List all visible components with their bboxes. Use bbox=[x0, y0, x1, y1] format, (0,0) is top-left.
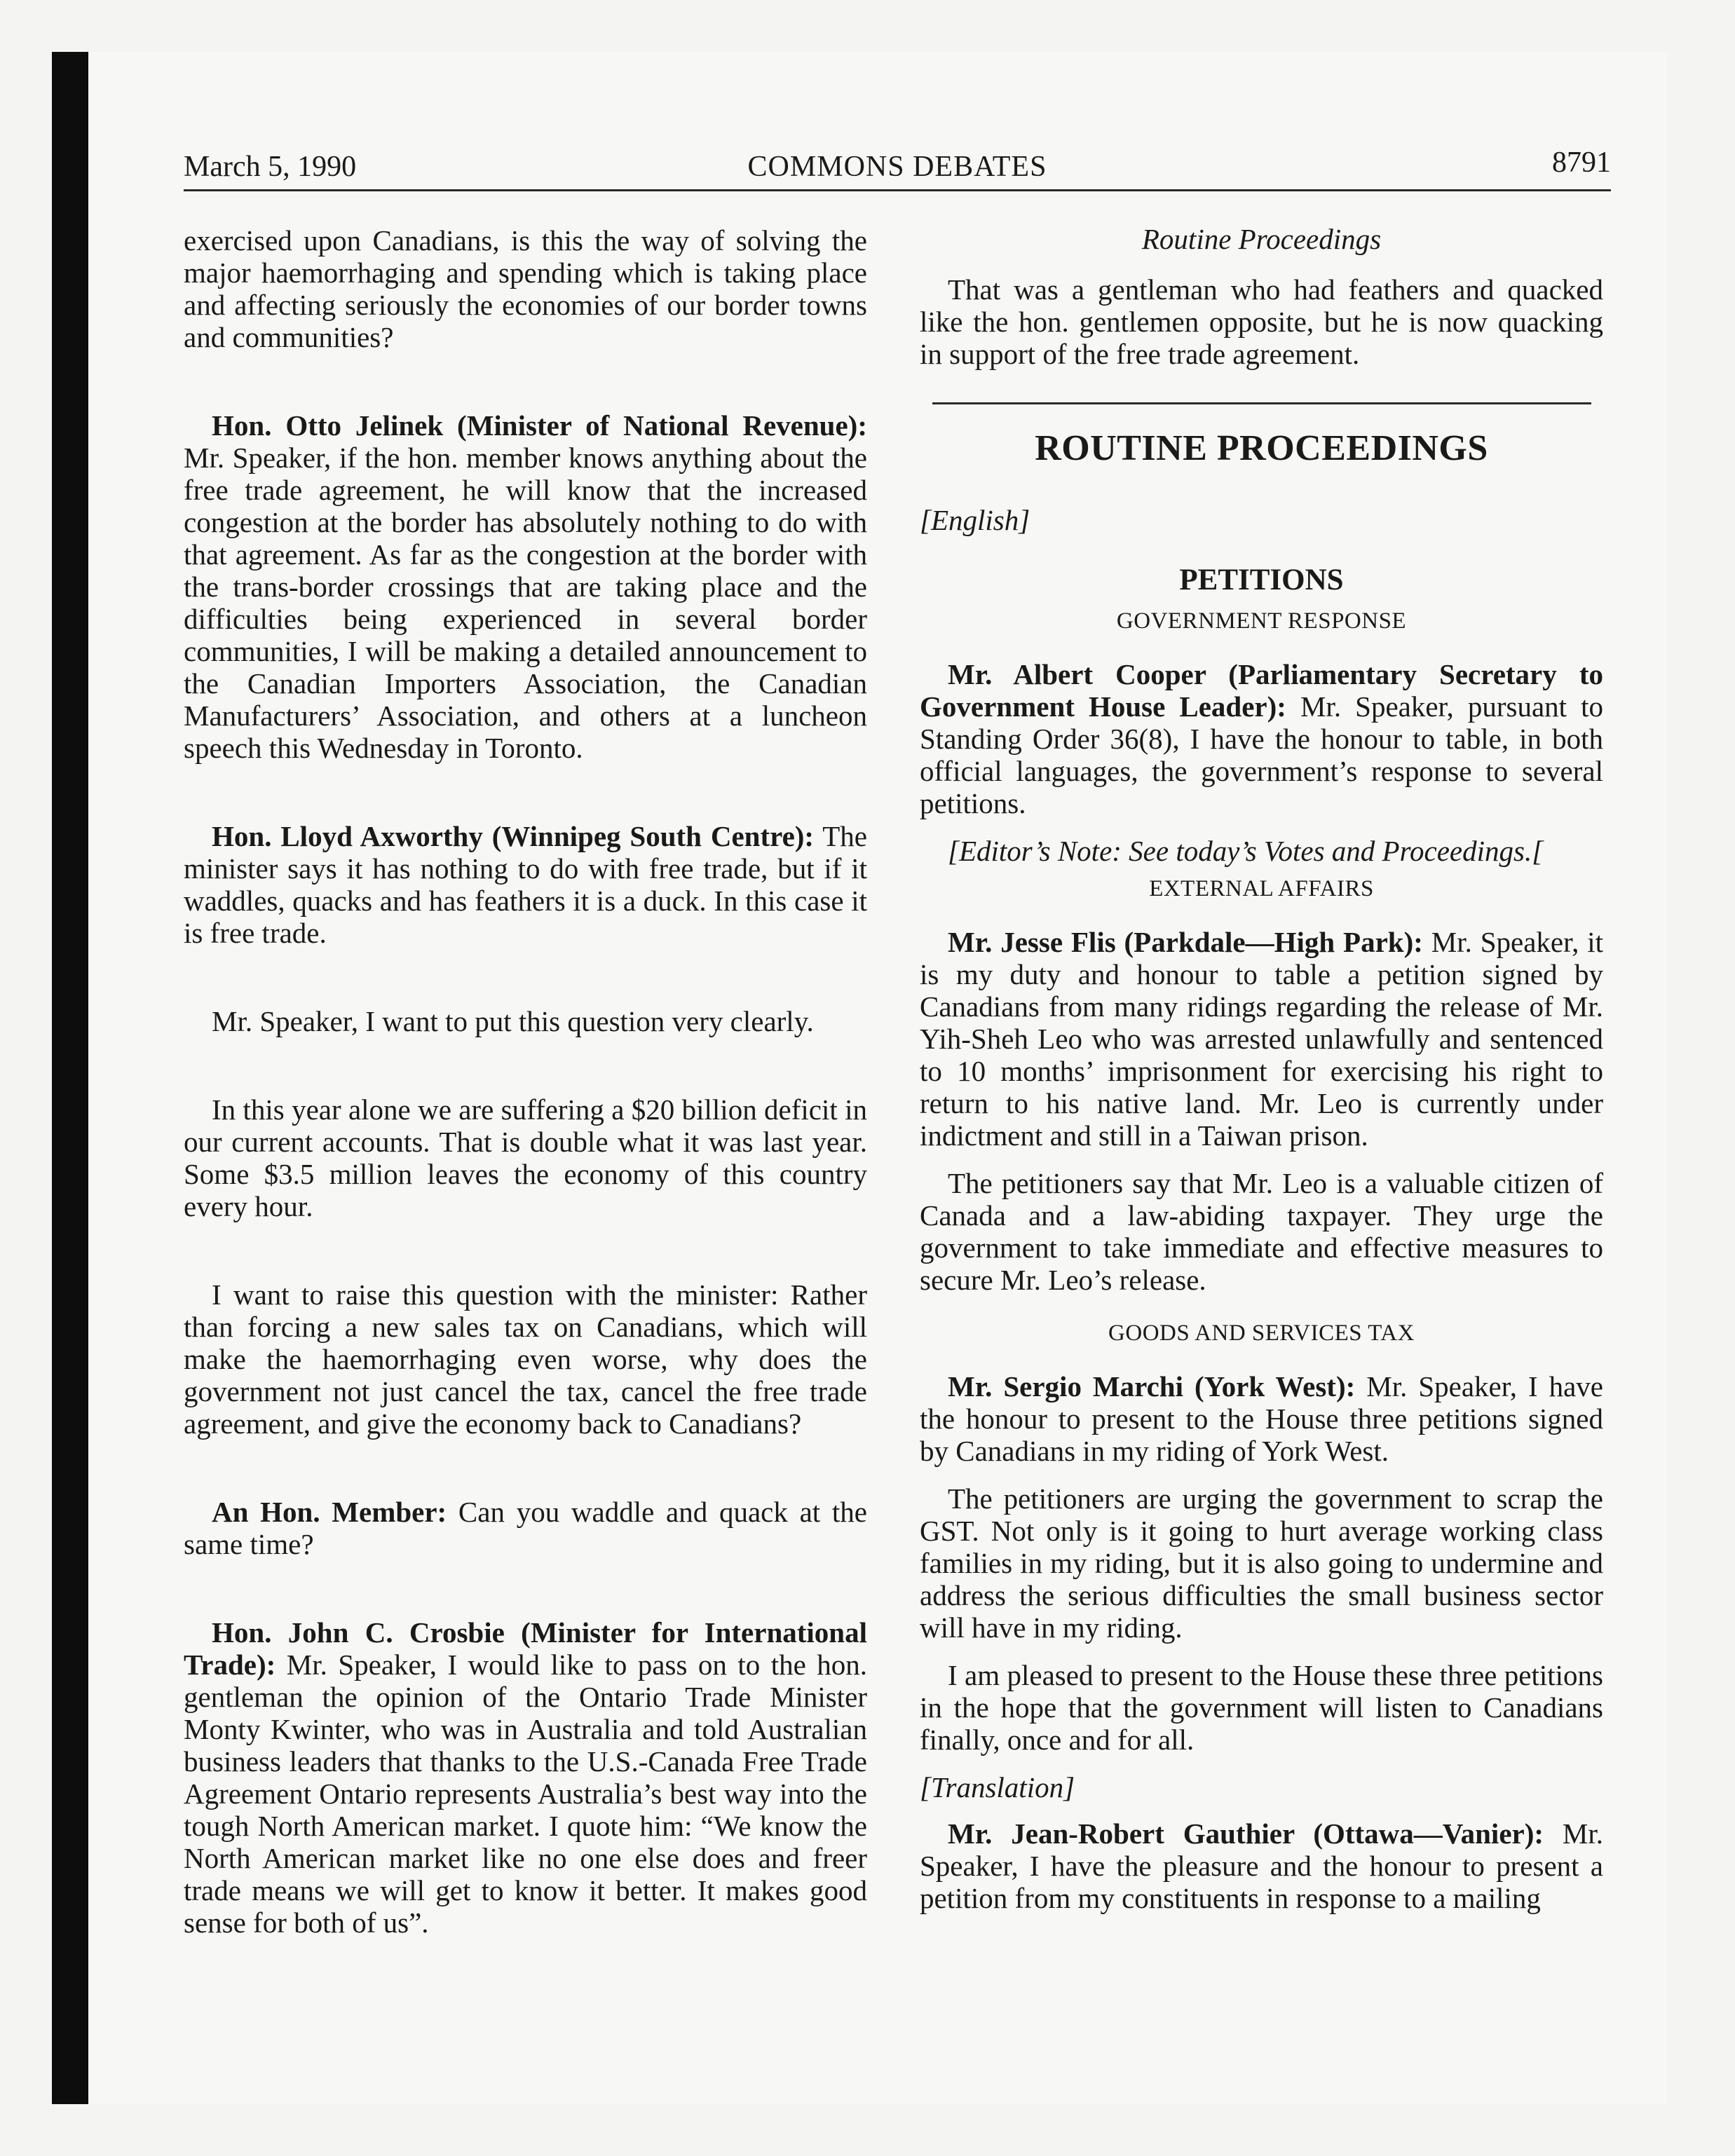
paragraph: The petitioners say that Mr. Leo is a valuable citizen of Canada and a law-abiding taxpayer. They urge the government to take immediate and effective measures to secure Mr. Leo’s release. bbox=[920, 1167, 1603, 1296]
paragraph: That was a gentleman who had feathers and quacked like the hon. gentlemen opposite, but he is now quacking in support of the free trade agreement. bbox=[920, 273, 1603, 370]
paragraph: In this year alone we are suffering a $20 billion deficit in our current accounts. That is double what it was last year. Some $3.5 million leaves the economy of this country every hour. bbox=[184, 1093, 867, 1222]
subsection-title: PETITIONS bbox=[1179, 564, 1344, 596]
speech-crosbie bbox=[184, 1616, 867, 1939]
speaker-name: Mr. Albert Cooper (Parliamentary Secretary to Government House Leader): bbox=[920, 658, 1603, 723]
speaker-name: Mr. Jesse Flis (Parkdale—High Park): bbox=[948, 926, 1423, 958]
left-column bbox=[184, 224, 867, 1939]
speech-text: Mr. Speaker, I have the pleasure and the honour to present a petition from my constituents in response to a mailing bbox=[920, 1817, 1603, 1914]
speech-flis bbox=[920, 926, 1603, 1152]
speech-text: Mr. Speaker, I would like to pass on to the hon. gentleman the opinion of the Ontario Trade Minister Monty Kwinter, who was in Australia and told Australian business leaders that thanks to the U.S.-Canada Free Trade Agreement Ontario represents Australia’s best way into the tough North American market. I quote him: “We know the North American market like no one else does and freer trade means we will get to know it better. It makes good sense for both of us”. bbox=[184, 1649, 867, 1939]
paragraph: The petitioners are urging the government to scrap the GST. Not only is it going to hurt average working class families in my riding, but it is also going to undermine and address the serious difficulties the small business sector will have in my riding. bbox=[920, 1482, 1603, 1644]
speaker-name: Mr. Sergio Marchi (York West): bbox=[948, 1370, 1356, 1403]
speech-gauthier bbox=[920, 1817, 1603, 1914]
speech-marchi bbox=[920, 1370, 1603, 1467]
paragraph: I am pleased to present to the House these three petitions in the hope that the government will listen to Canadians finally, once and for all. bbox=[920, 1659, 1603, 1756]
speaker-name: Hon. John C. Crosbie (Minister for International Trade): bbox=[184, 1616, 867, 1681]
paragraph: I want to raise this question with the minister: Rather than forcing a new sales tax on Canadians, which will make the haemorrhaging even worse, why does the government not just cancel the tax, cancel the free trade agreement, and give the economy back to Canadians? bbox=[184, 1278, 867, 1440]
speech-cooper bbox=[920, 658, 1603, 819]
speech-axworthy bbox=[184, 820, 867, 949]
page-header bbox=[184, 140, 1611, 191]
header-page-number: 8791 bbox=[1552, 146, 1611, 179]
section-divider bbox=[932, 402, 1591, 404]
speech-text: Mr. Speaker, pursuant to Standing Order 36(8), I have the honour to table, in both official languages, the government’s response to several petitions. bbox=[920, 690, 1604, 819]
speech-text: Can you waddle and quack at the same time? bbox=[184, 1496, 867, 1560]
speech-text: The minister says it has nothing to do with free trade, but if it waddles, quacks and has feathers it is a duck. In this case it is free trade. bbox=[184, 820, 867, 949]
speaker-name: Hon. Otto Jelinek (Minister of National Revenue): bbox=[212, 409, 867, 442]
speech-text: Mr. Speaker, if the hon. member knows anything about the free trade agreement, he will know that the increased congestion at the border has absolutely nothing to do with that agreement. As far as the congestion at the border with the trans-border crossings that are taking place and the difficulties being experienced in several border communities, I will be making a detailed announcement to the Canadian Importers Association, the Canadian Manufacturers’ Association, and others at a luncheon speech this Wednesday in Toronto. bbox=[184, 442, 867, 764]
subheading: EXTERNAL AFFAIRS bbox=[1149, 876, 1374, 901]
speech-text: Mr. Speaker, it is my duty and honour to table a petition signed by Canadians from many ridings regarding the release of Mr. Yih-Sheh Leo who was arrested unlawfully and sentenced to 10 months’ imprisonment for exercising his right to return to his native land. Mr. Leo is currently under indictment and still in a Taiwan prison. bbox=[920, 926, 1603, 1152]
language-marker: [Translation] bbox=[920, 1771, 1075, 1803]
editors-note: [Editor’s Note: See today’s Votes and Proceedings.[ bbox=[948, 835, 1544, 867]
language-marker: [English] bbox=[920, 504, 1030, 536]
speaker-name: An Hon. Member: bbox=[212, 1496, 447, 1528]
speech-jelinek bbox=[184, 409, 867, 764]
subheading: GOODS AND SERVICES TAX bbox=[1108, 1321, 1415, 1346]
header-title: COMMONS DEBATES bbox=[747, 151, 1047, 183]
speaker-name: Mr. Jean-Robert Gauthier (Ottawa—Vanier): bbox=[948, 1817, 1544, 1850]
paragraph: exercised upon Canadians, is this the way of solving the major haemorrhaging and spending which is taking place and affecting seriously the economies of our border towns and communities? bbox=[184, 224, 867, 353]
running-head: Routine Proceedings bbox=[1141, 223, 1382, 255]
paragraph: Mr. Speaker, I want to put this question very clearly. bbox=[212, 1005, 814, 1037]
speech-hon-member bbox=[184, 1496, 867, 1560]
right-column bbox=[920, 223, 1603, 1914]
speaker-name: Hon. Lloyd Axworthy (Winnipeg South Centre): bbox=[212, 820, 815, 852]
section-title: ROUTINE PROCEEDINGS bbox=[1035, 428, 1488, 468]
subheading: GOVERNMENT RESPONSE bbox=[1116, 608, 1407, 634]
scan-edge bbox=[52, 52, 88, 2104]
header-date: March 5, 1990 bbox=[184, 151, 357, 183]
speech-text: Mr. Speaker, I have the honour to present to the House three petitions signed by Canadians in my riding of York West. bbox=[920, 1370, 1603, 1467]
